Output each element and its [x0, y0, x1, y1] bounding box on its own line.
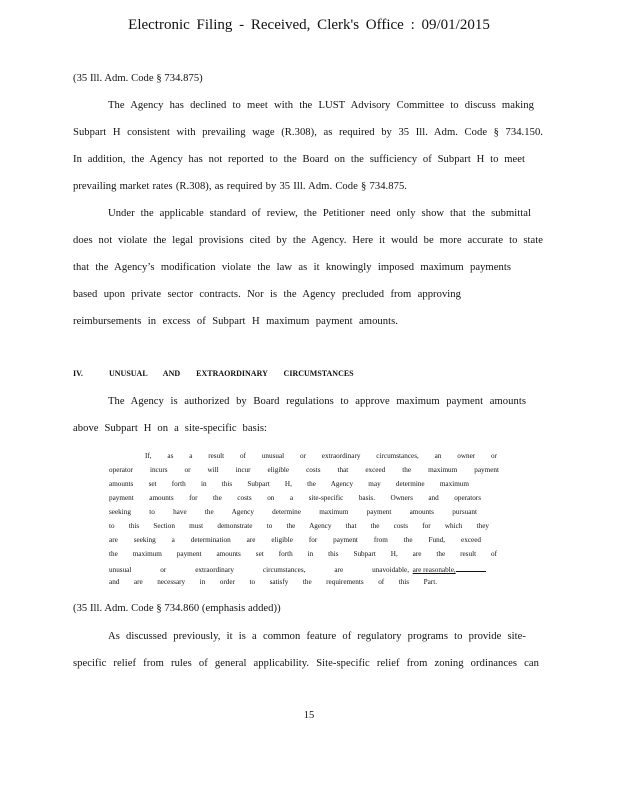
filing-stamp-header: Electronic Filing - Received, Clerk's Office : 09/01/2015 [128, 17, 490, 33]
paragraph-line: above Subpart H on a site-specific basis: [73, 423, 267, 434]
paragraph-line: The Agency has declined to meet with the LUST Advisory Committee to discuss making [108, 100, 534, 111]
section-number: IV. [73, 369, 83, 378]
paragraph-line: that the Agency’s modification violate the law as it knowingly imposed maximum payments [73, 262, 511, 273]
block-quote-line: and are necessary in order to satisfy the requirements of this Part. [109, 578, 437, 586]
citation-line: (35 Ill. Adm. Code § 734.875) [73, 73, 203, 84]
citation-line: (35 Ill. Adm. Code § 734.860 (emphasis added)) [73, 603, 281, 614]
block-quote-text: unusual or extraordinary circumstances, are unavoidable, [109, 566, 409, 574]
block-quote-line: seeking to have the Agency determine maximum payment amounts pursuant [109, 508, 477, 516]
paragraph-line: Under the applicable standard of review, the Petitioner need only show that the submittal [108, 208, 531, 219]
section-heading [73, 369, 373, 378]
page-number: 15 [303, 710, 315, 721]
block-quote-line: If, as a result of unusual or extraordinary circumstances, an owner or [145, 452, 497, 460]
paragraph-line: does not violate the legal provisions cited by the Agency. Here it would be more accurate to state [73, 235, 543, 246]
block-quote-line: are seeking a determination are eligible for payment from the Fund, exceed [109, 536, 481, 544]
paragraph-line: Subpart H consistent with prevailing wage (R.308), as required by 35 Ill. Adm. Code § 734.150. [73, 127, 543, 138]
paragraph-line: prevailing market rates (R.308), as required by 35 Ill. Adm. Code § 734.875. [73, 181, 407, 192]
paragraph-line: based upon private sector contracts. Nor is the Agency precluded from approving [73, 289, 461, 300]
paragraph-line: As discussed previously, it is a common feature of regulatory programs to provide site- [108, 631, 526, 642]
paragraph-line: reimbursements in excess of Subpart H maximum payment amounts. [73, 316, 398, 327]
paragraph-line: In addition, the Agency has not reported to the Board on the sufficiency of Subpart H to meet [73, 154, 525, 165]
block-quote-line: operator incurs or will incur eligible costs that exceed the maximum payment [109, 466, 499, 474]
paragraph-line: The Agency is authorized by Board regulations to approve maximum payment amounts [108, 396, 526, 407]
block-quote-line [109, 564, 499, 574]
section-title: UNUSUAL AND EXTRAORDINARY CIRCUMSTANCES [109, 369, 354, 378]
block-quote-line: the maximum payment amounts set forth in this Subpart H, are the result of [109, 550, 497, 558]
paragraph-line: specific relief from rules of general applicability. Site-specific relief from zoning ordinances can [73, 658, 539, 669]
block-quote-line: to this Section must demonstrate to the Agency that the costs for which they [109, 522, 489, 530]
underline-rule [456, 564, 486, 572]
block-quote-line: amounts set forth in this Subpart H, the Agency may determine maximum [109, 480, 469, 488]
emphasized-text: are reasonable, [412, 566, 456, 574]
block-quote-line: payment amounts for the costs on a site-specific basis. Owners and operators [109, 494, 481, 502]
